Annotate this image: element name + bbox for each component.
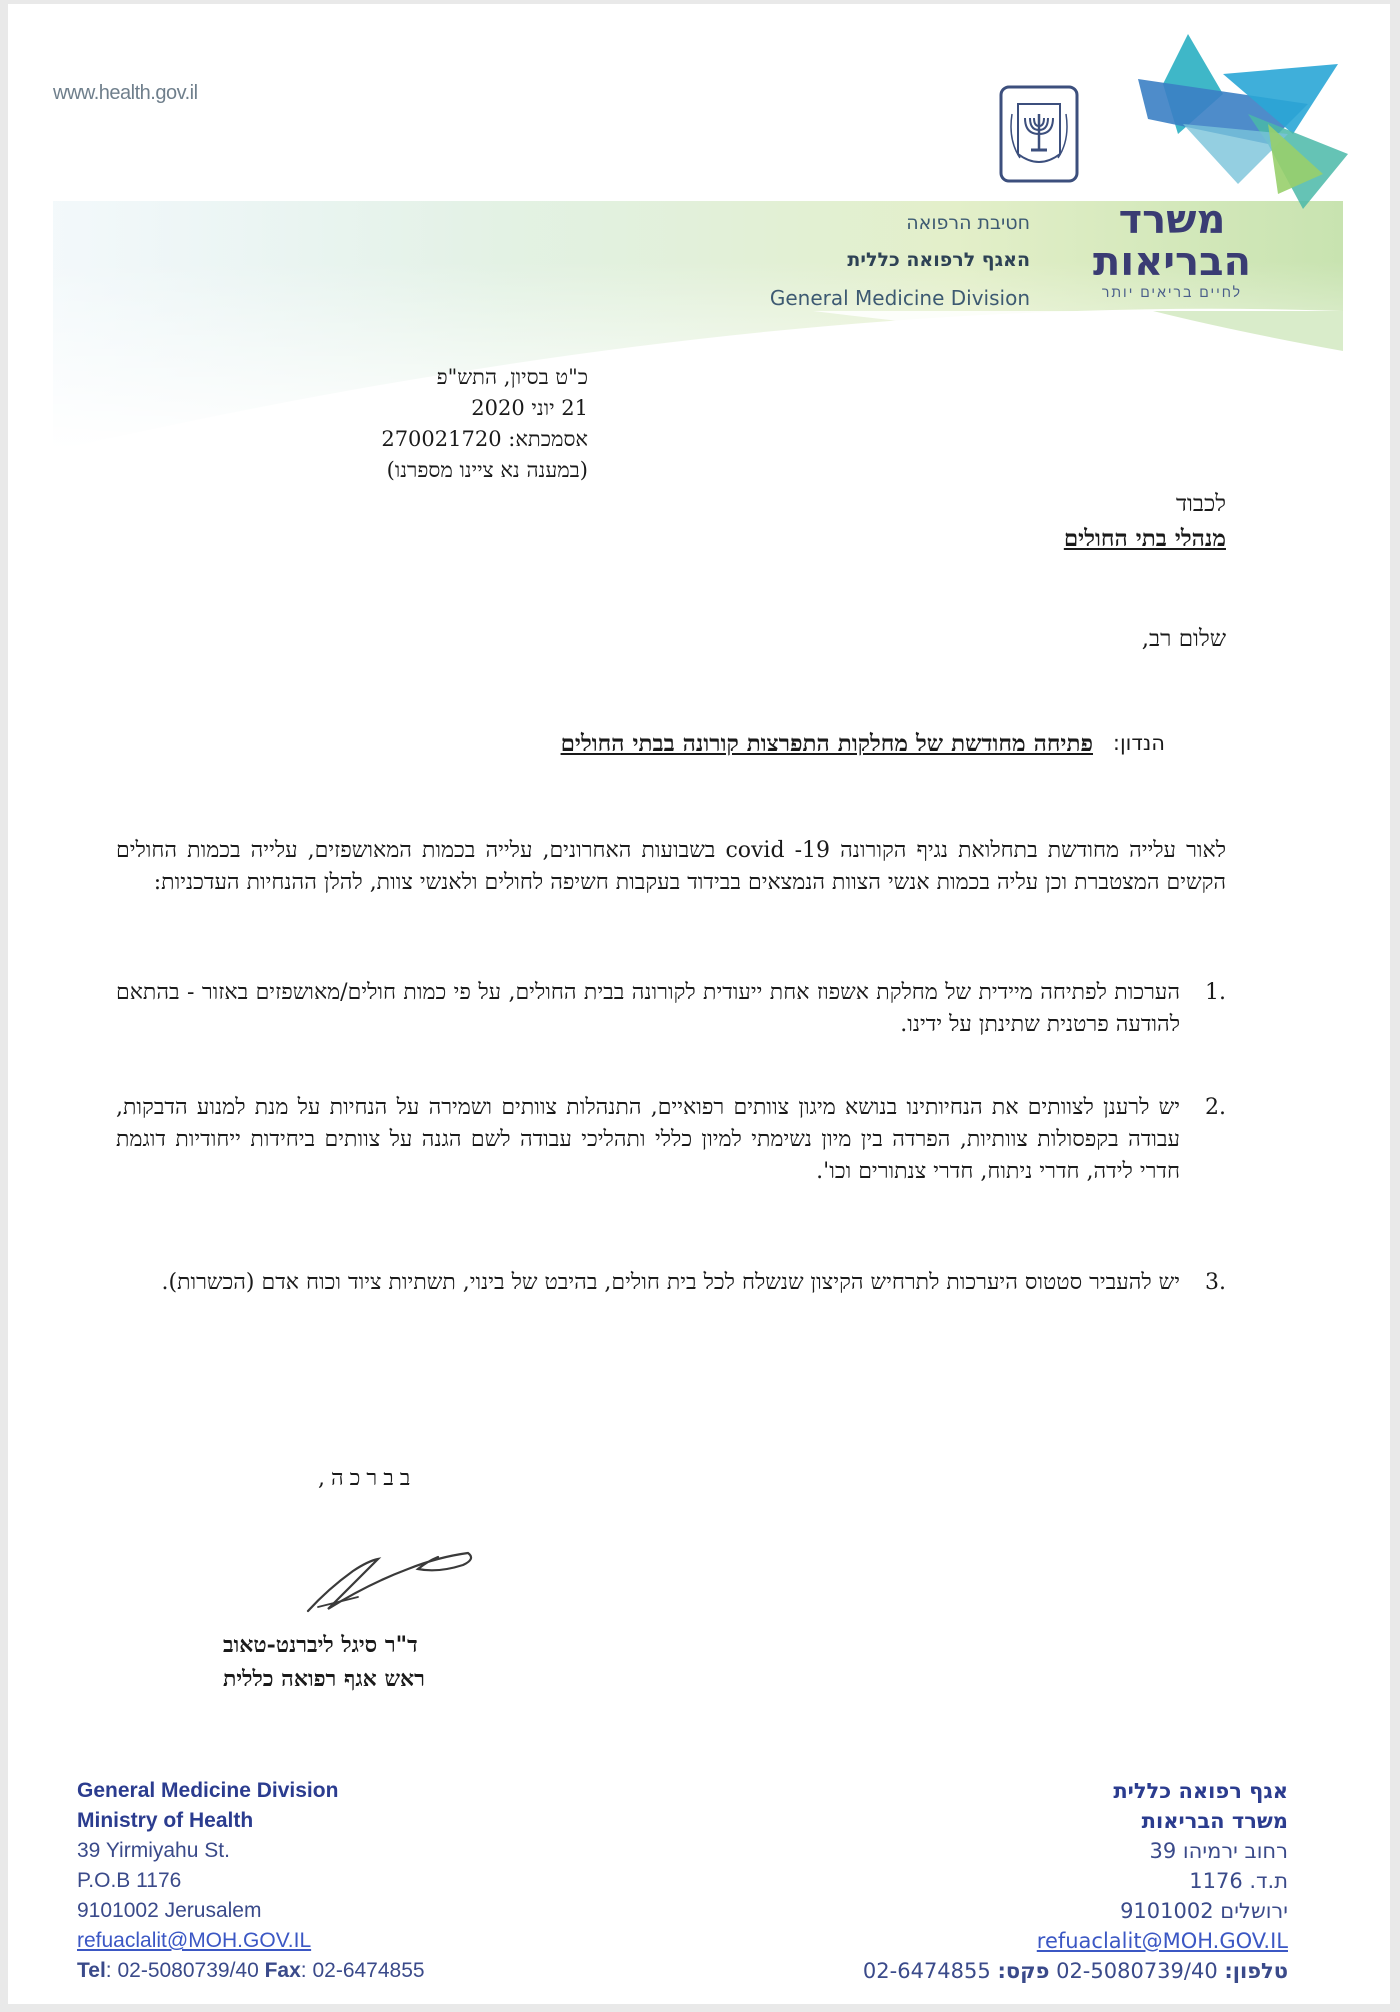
reply-note: (במענה נא ציינו מספרנו) [386, 458, 588, 482]
signer-title: ראש אגף רפואה כללית [223, 1666, 425, 1692]
footer-english [77, 1776, 425, 1986]
footer-phone-line [77, 1956, 425, 1986]
signer-name: ד"ר סיגל ליברנט-טאוב [223, 1632, 418, 1658]
fax-label-he: פקס: [997, 1959, 1050, 1983]
website-url: www.health.gov.il [53, 82, 198, 104]
list-item-text: הערכות לפתיחה מיידית של מחלקת אשפוז אחת ייעודית לקורונה בבית החולים, על פי כמות חולים/מאושפזים באזור - בהתאם להודעה פרטנית שתינתן על ידינו. [116, 980, 1180, 1037]
date-block [258, 362, 588, 486]
closing: בברכה, [318, 1466, 417, 1491]
list-item-text: יש להעביר סטטוס היערכות לתרחיש הקיצון שנשלח לכל בית חולים, בהיבט של בינוי, תשתיות ציוד וכוח אדם (הכשרות). [161, 1270, 1180, 1295]
hebrew-date: כ"ט בסיון, התש"פ [436, 365, 588, 389]
list-item [116, 977, 1226, 1041]
footer-phone-line-he [863, 1956, 1288, 1986]
list-item-number: 2. [1205, 1095, 1226, 1120]
ministry-logo-icon [1118, 24, 1358, 219]
footer-email-link[interactable]: refuaclalit@MOH.GOV.IL [77, 1929, 312, 1952]
footer-division-he: אגף רפואה כללית [1113, 1779, 1288, 1803]
footer-street: 39 Yirmiyahu St. [77, 1839, 230, 1862]
tel-number-he: 02-5080739/40 [1056, 1959, 1218, 1983]
signature-image [298, 1539, 483, 1619]
addressee-label: לכבוד [1175, 491, 1226, 517]
list-item-number: 3. [1205, 1270, 1226, 1295]
footer-city: 9101002 Jerusalem [77, 1899, 262, 1922]
list-item-number: 1. [1205, 980, 1226, 1005]
department-name: האגף לרפואה כללית [847, 249, 1030, 271]
footer-pob: P.O.B 1176 [77, 1869, 182, 1892]
gregorian-date: 21 יוני 2020 [471, 396, 588, 420]
footer-ministry-he: משרד הבריאות [1141, 1809, 1288, 1833]
division-name: חטיבת הרפואה [906, 212, 1030, 234]
department-name-english: General Medicine Division [769, 286, 1030, 310]
footer-ministry: Ministry of Health [77, 1809, 254, 1832]
letter-page [8, 4, 1390, 2004]
ministry-name-line2: הבריאות [1093, 239, 1251, 285]
tel-label: Tel [77, 1959, 106, 1982]
footer-pob-he: ת.ד. 1176 [1189, 1869, 1288, 1893]
tel-number: : 02-5080739/40 [105, 1959, 265, 1982]
subject-label: הנדון: [1112, 731, 1165, 755]
ministry-slogan: לחיים בריאים יותר [1101, 284, 1243, 300]
list-item [116, 1092, 1226, 1188]
addressee-recipients: מנהלי בתי החולים [1063, 525, 1226, 552]
list-item [116, 1267, 1226, 1299]
footer-hebrew [863, 1776, 1288, 1986]
fax-label: Fax [264, 1959, 301, 1982]
fax-number-he: 02-6474855 [862, 1959, 991, 1983]
greeting: שלום רב, [1141, 626, 1226, 652]
body-paragraph: לאור עלייה מחודשת בתחלואת נגיף הקורונה covid -19 בשבועות האחרונים, עלייה בכמות המאושפזים, עלייה בכמות החולים הקשים המצטברת וכן עליה בכמות אנשי הצוות הנמצאים בבידוד בעקבות חשיפה לחולים ולאנשי צוות, להלן ההנחיות העדכניות: [116, 838, 1226, 895]
subject-text: פתיחה מחודשת של מחלקות התפרצות קורונה בבתי החולים [560, 730, 1093, 757]
ministry-name [1072, 199, 1272, 283]
footer-city-he: ירושלים 9101002 [1120, 1899, 1288, 1923]
tel-label-he: טלפון: [1224, 1959, 1288, 1983]
footer-division: General Medicine Division [77, 1779, 339, 1802]
list-item-text: יש לרענן לצוותים את הנחיותינו בנושא מיגון צוותים רפואיים, התנהלות צוותים ושמירה על הנחיות על מנת למנוע הדבקות, עבודה בקפסולות צוותיות, הפרדה בין מיון נשימתי למיון כללי ותהליכי עבודה לשם הגנה על צוותים ביחידות ייחודיות דוגמת חדרי לידה, חדרי ניתוח, חדרי צנתורים וכו'. [116, 1095, 1180, 1184]
ministry-name-line1: משרד [1118, 197, 1226, 243]
state-emblem-icon [998, 84, 1080, 188]
reference-number: אסמכתא: 270021720 [381, 427, 588, 451]
fax-number: : 02-6474855 [300, 1959, 425, 1982]
footer-email-link-he[interactable]: refuaclalit@MOH.GOV.IL [1036, 1929, 1288, 1953]
footer-street-he: רחוב ירמיהו 39 [1149, 1839, 1288, 1863]
